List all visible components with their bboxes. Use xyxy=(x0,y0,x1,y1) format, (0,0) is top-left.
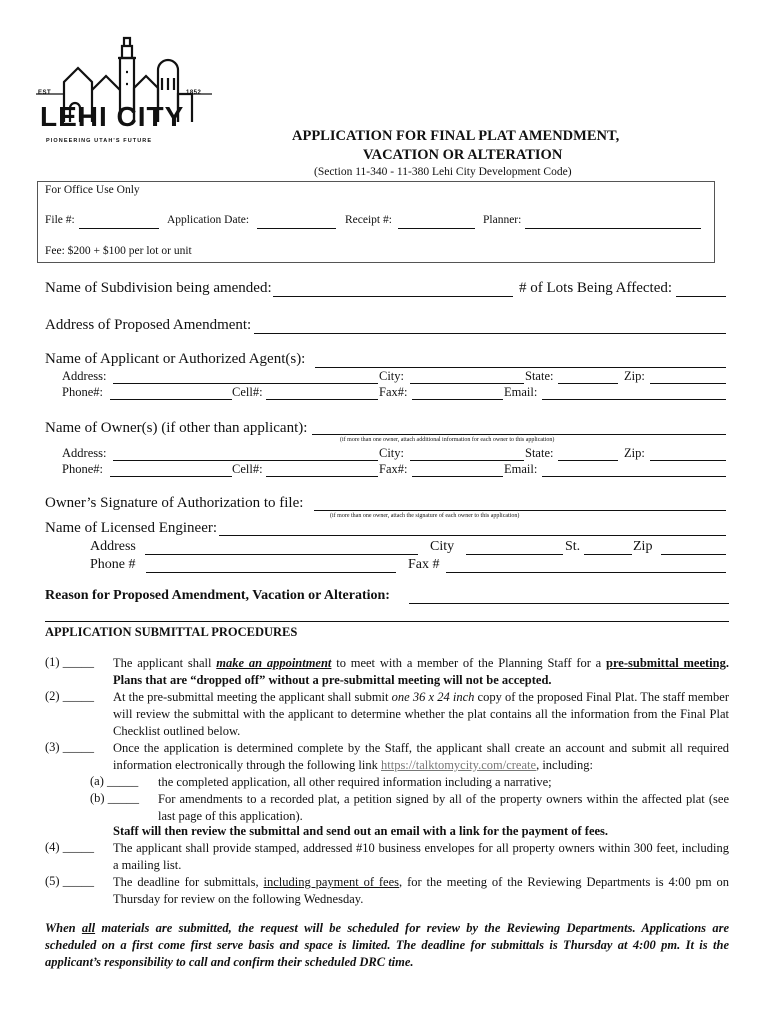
step-1-checkbox[interactable]: (1) _____ xyxy=(45,655,94,669)
subdivision-field[interactable] xyxy=(273,296,513,297)
page-subtitle: (Section 11-340 - 11-380 Lehi City Development Code) xyxy=(314,166,572,178)
office-receipt-label: Receipt #: xyxy=(345,214,392,226)
step-4-text: The applicant shall provide stamped, addressed #10 business envelopes for all property owners within 300 feet, including a mailing list. xyxy=(113,841,729,872)
logo-city-name: LEHI CITY xyxy=(40,101,185,132)
owner-phone-label: Phone#: xyxy=(62,462,103,476)
owner-state-label: State: xyxy=(525,446,554,460)
engineer-city-field[interactable] xyxy=(466,554,563,555)
engineer-st-label: St. xyxy=(565,539,581,554)
reason-label: Reason for Proposed Amendment, Vacation or Alteration: xyxy=(45,588,390,603)
signature-note: (if more than one owner, attach the signature of each owner to this application) xyxy=(330,513,520,519)
engineer-st-field[interactable] xyxy=(584,554,632,555)
owner-fax-field[interactable] xyxy=(412,476,503,477)
reason-field-line2[interactable] xyxy=(45,621,729,622)
applicant-fax-field[interactable] xyxy=(412,399,503,400)
engineer-zip-label: Zip xyxy=(633,539,653,554)
owner-state-field[interactable] xyxy=(558,460,618,461)
office-date-field[interactable] xyxy=(257,228,336,229)
applicant-email-field[interactable] xyxy=(542,399,726,400)
logo-est-text: EST xyxy=(38,90,52,96)
owner-city-label: City: xyxy=(379,446,405,460)
step-1-text: The applicant shall make an appointment to meet with a member of the Planning Staff for a pre-submittal meeting. Plans that are “dropped off” without a pre-submittal meeting will not be accepted. xyxy=(113,656,729,687)
signature-label: Owner’s Signature of Authorization to file: xyxy=(45,495,304,511)
applicant-city-field[interactable] xyxy=(410,383,524,384)
applicant-zip-field[interactable] xyxy=(650,383,726,384)
final-notice: When all materials are submitted, the request will be scheduled for review by the Reviewing Departments. Applications are scheduled on a first come first serve basis and space is limited. The deadline for submittals is Thursday at 4:00 pm. It is the applicant’s responsibility to call and confirm their scheduled DRC time. xyxy=(45,921,729,969)
amendment-address-field[interactable] xyxy=(254,333,726,334)
step-3-text: Once the application is determined complete by the Staff, the applicant shall create an account and submit all required information electronically through the following link https://talktomycity.com/create, including: xyxy=(113,741,729,772)
owner-cell-label: Cell#: xyxy=(232,462,263,476)
owner-zip-field[interactable] xyxy=(650,460,726,461)
engineer-phone-field[interactable] xyxy=(146,572,396,573)
applicant-zip-label: Zip: xyxy=(624,369,645,383)
staff-review-text: Staff will then review the submittal and send out an email with a link for the payment of fees. xyxy=(113,824,609,838)
owner-email-label: Email: xyxy=(504,462,538,476)
office-fee-text: Fee: $200 + $100 per lot or unit xyxy=(45,245,192,257)
applicant-cell-field[interactable] xyxy=(266,399,378,400)
engineer-city-label: City xyxy=(430,539,455,554)
engineer-fax-label: Fax # xyxy=(408,557,440,572)
owner-city-field[interactable] xyxy=(410,460,524,461)
owner-zip-label: Zip: xyxy=(624,446,645,460)
owner-address-field[interactable] xyxy=(113,460,378,461)
office-receipt-field[interactable] xyxy=(398,228,475,229)
step-5-checkbox[interactable]: (5) _____ xyxy=(45,874,94,888)
applicant-city-label: City: xyxy=(379,369,405,383)
step-5-text: The deadline for submittals, including payment of fees, for the meeting of the Reviewing Departments is 4:00 pm on Thursday for review on the following Wednesday. xyxy=(113,875,729,906)
procedures-heading: APPLICATION SUBMITTAL PROCEDURES xyxy=(45,625,298,639)
step-3b-checkbox[interactable]: (b) _____ xyxy=(90,791,139,805)
subdivision-label: Name of Subdivision being amended: xyxy=(45,280,272,296)
page-title-line1: APPLICATION FOR FINAL PLAT AMENDMENT, xyxy=(292,128,620,144)
page-title-line2: VACATION OR ALTERATION xyxy=(363,147,563,163)
applicant-address-field[interactable] xyxy=(113,383,378,384)
reason-field-line1[interactable] xyxy=(409,603,729,604)
engineer-phone-label: Phone # xyxy=(90,557,136,572)
amendment-address-label: Address of Proposed Amendment: xyxy=(45,317,252,333)
office-planner-label: Planner: xyxy=(483,214,522,226)
owner-note: (if more than one owner, attach additional information for each owner to this application) xyxy=(340,437,555,443)
lots-label: # of Lots Being Affected: xyxy=(519,280,673,296)
owner-address-label: Address: xyxy=(62,446,107,460)
step-3b-text: For amendments to a recorded plat, a petition signed by all of the property owners within the affected plat (see last page of this application). xyxy=(158,792,729,823)
engineer-address-field[interactable] xyxy=(145,554,418,555)
applicant-state-label: State: xyxy=(525,369,554,383)
step-3-checkbox[interactable]: (3) _____ xyxy=(45,740,94,754)
owner-label: Name of Owner(s) (if other than applicant): xyxy=(45,420,308,436)
applicant-cell-label: Cell#: xyxy=(232,385,263,399)
talktomycity-link[interactable]: https://talktomycity.com/create xyxy=(381,758,537,772)
owner-phone-field[interactable] xyxy=(110,476,232,477)
step-2-text: At the pre-submittal meeting the applicant shall submit one 36 x 24 inch copy of the proposed Final Plat. The staff member will review the submittal with the applicant to determine whether the plat contains all the information from the Final Plat Checklist outlined below. xyxy=(113,690,729,738)
office-date-label: Application Date: xyxy=(167,214,250,226)
step-3a-text: the completed application, all other required information including a narrative; xyxy=(158,775,552,789)
applicant-phone-label: Phone#: xyxy=(62,385,103,399)
step-2-checkbox[interactable]: (2) _____ xyxy=(45,689,94,703)
step-4-checkbox[interactable]: (4) _____ xyxy=(45,840,94,854)
applicant-phone-field[interactable] xyxy=(110,399,232,400)
logo-tagline: PIONEERING UTAH'S FUTURE xyxy=(46,138,153,144)
owner-cell-field[interactable] xyxy=(266,476,378,477)
owner-email-field[interactable] xyxy=(542,476,726,477)
lots-field[interactable] xyxy=(676,296,726,297)
owner-field[interactable] xyxy=(312,434,726,435)
engineer-field[interactable] xyxy=(219,535,726,536)
applicant-field[interactable] xyxy=(315,367,726,368)
office-heading: For Office Use Only xyxy=(45,184,140,196)
engineer-label: Name of Licensed Engineer: xyxy=(45,520,218,536)
office-file-field[interactable] xyxy=(79,228,159,229)
applicant-address-label: Address: xyxy=(62,369,107,383)
office-file-label: File #: xyxy=(45,214,75,226)
applicant-email-label: Email: xyxy=(504,385,538,399)
engineer-address-label: Address xyxy=(90,539,136,554)
logo-year-text: 1852 xyxy=(186,90,202,96)
engineer-zip-field[interactable] xyxy=(661,554,726,555)
owner-fax-label: Fax#: xyxy=(379,462,408,476)
signature-field[interactable] xyxy=(314,510,726,511)
engineer-fax-field[interactable] xyxy=(446,572,726,573)
applicant-state-field[interactable] xyxy=(558,383,618,384)
office-planner-field[interactable] xyxy=(525,228,701,229)
applicant-fax-label: Fax#: xyxy=(379,385,408,399)
applicant-label: Name of Applicant or Authorized Agent(s): xyxy=(45,351,306,367)
step-3a-checkbox[interactable]: (a) _____ xyxy=(90,774,139,788)
